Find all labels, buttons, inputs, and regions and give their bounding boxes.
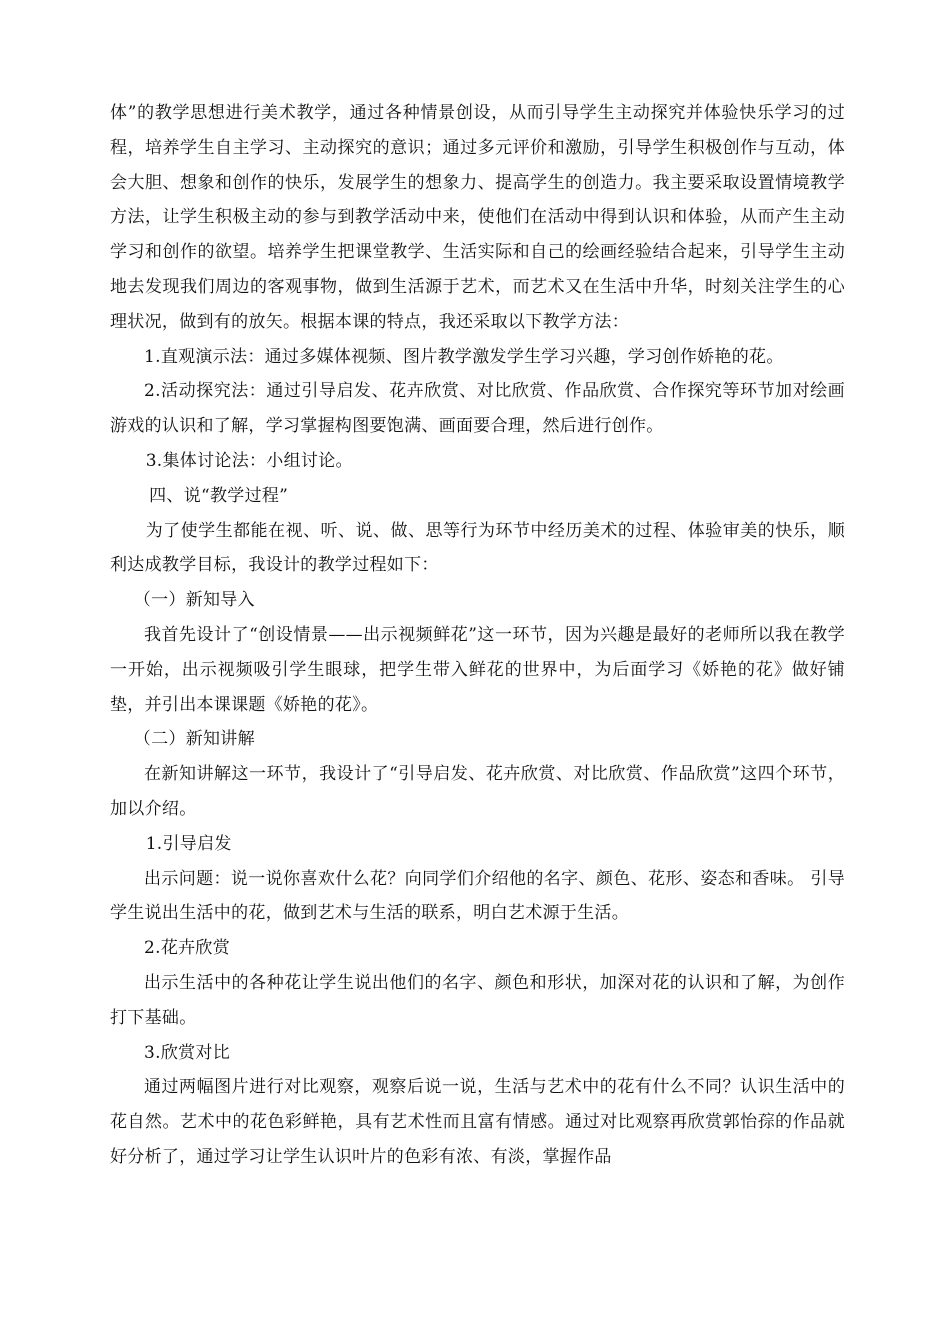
paragraph-new-knowledge-explain: 在新知讲解这一环节，我设计了“引导启发、花卉欣赏、对比欣赏、作品欣赏”这四个环节，加以介绍。 (110, 764, 845, 819)
subheading-guide: 1.引导启发 (145, 833, 232, 854)
paragraph-method-2: 2.活动探究法：通过引导启发、花卉欣赏、对比欣赏、作品欣赏、合作探究等环节加对绘画游戏的认识和了解，学习掌握构图要饱满、画面要合理，然后进行创作。 (110, 381, 845, 437)
paragraph-method-3: 3.集体讨论法：小组讨论。 (145, 450, 353, 471)
subheading-comparison: 3.欣赏对比 (144, 1042, 231, 1063)
section-heading-teaching-process: 四、说“教学过程” (149, 485, 289, 506)
paragraph-method-1: 1.直观演示法：通过多媒体视频、图片教学激发学生学习兴趣，学习创作娇艳的花。 (144, 346, 784, 367)
paragraph-comparison: 通过两幅图片进行对比观察，观察后说一说，生活与艺术中的花有什么不同？认识生活中的花自然。艺术中的花色彩鲜艳，具有艺术性而且富有情感。通过对比观察再欣赏郭怡孮的作品就好分析了，通过学习让学生认识叶片的色彩有浓、有淡，掌握作品 (110, 1077, 845, 1167)
subheading-flower-appreciation: 2.花卉欣赏 (144, 938, 231, 959)
paragraph-process-intro: 为了使学生都能在视、听、说、做、思等行为环节中经历美术的过程、体验审美的快乐，顺利达成教学目标，我设计的教学过程如下： (110, 520, 845, 576)
paragraph-intro: 体”的教学思想进行美术教学，通过各种情景创设，从而引导学生主动探究并体验快乐学习的过程，培养学生自主学习、主动探究的意识；通过多元评价和激励，引导学生积极创作与互动，体会大胆、想象和创作的快乐，发展学生的想象力、提高学生的创造力。我主要采取设置情境教学方法，让学生积极主动的参与到教学活动中来，使他们在活动中得到认识和体验，从而产生主动学习和创作的欲望。培养学生把课堂教学、生活实际和自己的绘画经验结合起来，引导学生主动地去发现我们周边的客观事物，做到生活源于艺术，而艺术又在生活中升华，时刻关注学生的心理状况，做到有的放矢。根据本课的特点，我还采取以下教学方法： (110, 103, 845, 332)
paragraph-guide: 出示问题：说一说你喜欢什么花？向同学们介绍他的名字、颜色、花形、姿态和香味。 引导学生说出生活中的花，做到艺术与生活的联系，明白艺术源于生活。 (110, 868, 845, 924)
subheading-new-knowledge-intro: （一）新知导入 (133, 590, 255, 611)
document-page (110, 96, 845, 1175)
paragraph-new-knowledge-intro: 我首先设计了“创设情景——出示视频鲜花”这一环节，因为兴趣是最好的老师所以我在教学一开始，出示视频吸引学生眼球，把学生带入鲜花的世界中，为后面学习《娇艳的花》做好铺垫，并引出本课课题《娇艳的花》。 (110, 624, 845, 715)
subheading-new-knowledge-explain: （二）新知讲解 (133, 729, 255, 750)
paragraph-flower-appreciation: 出示生活中的各种花让学生说出他们的名字、颜色和形状，加深对花的认识和了解，为创作打下基础。 (110, 972, 845, 1028)
